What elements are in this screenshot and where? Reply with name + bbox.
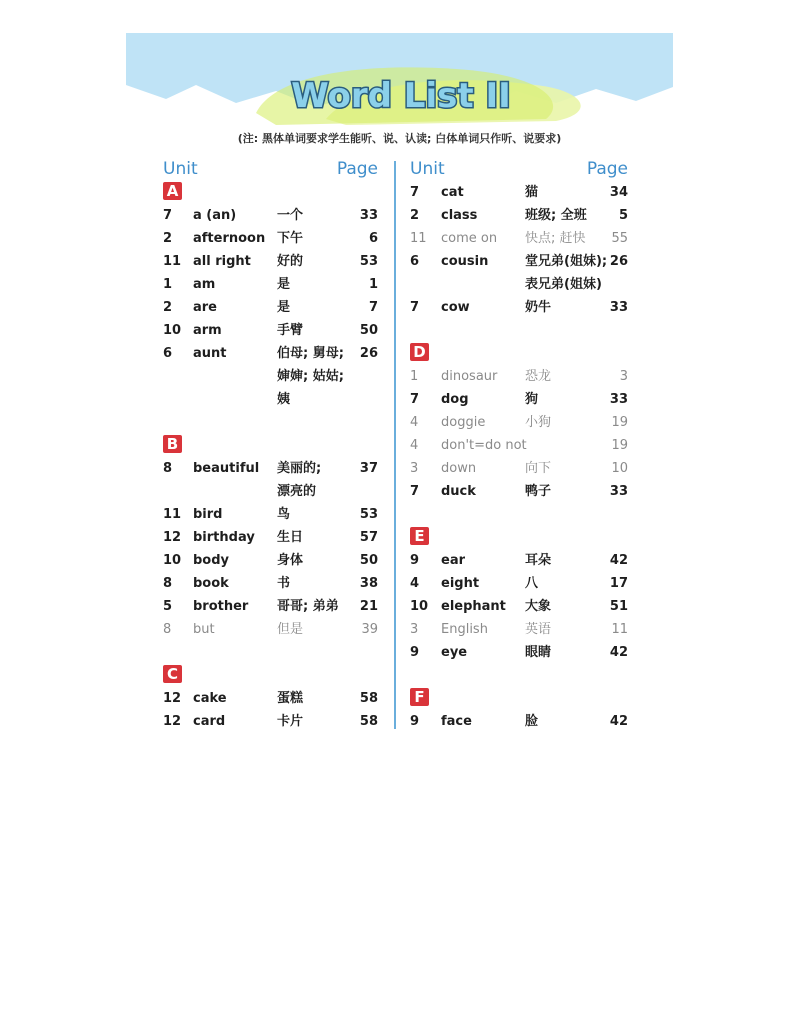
word-list-page (126, 33, 673, 735)
word-entry (163, 710, 378, 733)
word-entry (163, 204, 378, 227)
word-entry (410, 273, 628, 296)
unit-number: 2 (163, 231, 173, 246)
chinese-meaning: 伯母; 舅母; (277, 346, 344, 361)
title-graphic (256, 69, 546, 119)
page-number: 57 (359, 530, 378, 545)
chinese-meaning: 是 (277, 277, 291, 292)
english-word: down (441, 461, 477, 476)
page-number: 58 (359, 691, 378, 706)
word-entry (410, 296, 628, 319)
chinese-meaning: 鸟 (277, 507, 291, 522)
english-word: afternoon (193, 231, 266, 246)
unit-number: 6 (163, 346, 173, 361)
chinese-meaning: 眼睛 (525, 645, 552, 660)
unit-number: 7 (410, 392, 420, 407)
unit-number: 5 (163, 599, 173, 614)
word-entry (410, 250, 628, 273)
unit-header: Unit (410, 159, 445, 179)
english-word: dinosaur (441, 369, 498, 384)
english-word: elephant (441, 599, 506, 614)
unit-number: 12 (163, 691, 182, 706)
chinese-meaning: 但是 (277, 622, 304, 637)
left-column (163, 159, 378, 733)
english-word: book (193, 576, 229, 591)
word-entry (163, 526, 378, 549)
page-number: 10 (611, 461, 628, 476)
page-number: 11 (611, 622, 628, 637)
word-entry (410, 434, 628, 457)
word-entry (410, 641, 628, 664)
chinese-meaning: 是 (277, 300, 291, 315)
section-gap (410, 503, 628, 526)
unit-header: Unit (163, 159, 198, 179)
page-number: 19 (611, 415, 628, 430)
unit-number: 3 (410, 461, 419, 476)
instruction-note: (注: 黑体单词要求学生能听、说、认读; 白体单词只作听、说要求) (237, 132, 562, 145)
word-entry (163, 365, 378, 388)
section-letter-row (410, 526, 628, 549)
word-entry (410, 710, 628, 733)
word-entry (410, 480, 628, 503)
unit-number: 10 (163, 323, 182, 338)
section-letter-row (163, 664, 378, 687)
page-number: 39 (361, 622, 378, 637)
column-header (163, 159, 378, 181)
page-number: 37 (359, 461, 378, 476)
page-number: 6 (368, 231, 378, 246)
unit-number: 9 (410, 553, 420, 568)
page-number: 53 (359, 254, 378, 269)
chinese-meaning: 蛋糕 (277, 691, 304, 706)
page-number: 33 (359, 208, 378, 223)
word-entry (163, 549, 378, 572)
chinese-meaning: 鸭子 (525, 484, 552, 499)
chinese-meaning: 手臂 (277, 323, 304, 338)
section-letter-row (163, 434, 378, 457)
unit-number: 2 (410, 208, 420, 223)
page-title: Word List II (291, 76, 511, 116)
word-entry (410, 595, 628, 618)
word-entry (163, 250, 378, 273)
word-entry (410, 457, 628, 480)
chinese-meaning: 小狗 (525, 415, 552, 430)
chinese-meaning: 身体 (277, 553, 304, 568)
unit-number: 4 (410, 576, 420, 591)
chinese-meaning: 哥哥; 弟弟 (277, 599, 339, 614)
page-number: 53 (359, 507, 378, 522)
page-number: 33 (609, 392, 628, 407)
word-entry (163, 296, 378, 319)
english-word: dog (441, 392, 469, 407)
unit-number: 4 (410, 415, 419, 430)
word-entry (410, 411, 628, 434)
unit-number: 8 (163, 576, 173, 591)
word-entry (410, 365, 628, 388)
chinese-meaning: 快点; 赶快 (525, 231, 586, 246)
unit-number: 1 (410, 369, 419, 384)
unit-number: 8 (163, 622, 172, 637)
word-entry (163, 595, 378, 618)
chinese-meaning: 奶牛 (525, 300, 552, 315)
section-gap (410, 319, 628, 342)
english-word: body (193, 553, 230, 568)
page-number: 58 (359, 714, 378, 729)
english-word: birthday (193, 530, 255, 545)
english-word: all right (193, 254, 251, 269)
unit-number: 7 (410, 484, 420, 499)
english-word: are (193, 300, 218, 315)
unit-number: 12 (163, 530, 182, 545)
section-letter-row (410, 342, 628, 365)
word-entry (410, 618, 628, 641)
unit-number: 9 (410, 645, 420, 660)
word-entry (410, 204, 628, 227)
english-word: duck (441, 484, 476, 499)
page-number: 33 (609, 484, 628, 499)
word-entry (163, 503, 378, 526)
section-letter: B (163, 435, 182, 453)
word-entry (163, 319, 378, 342)
page-number: 21 (359, 599, 378, 614)
right-column (410, 159, 628, 733)
word-entry (163, 273, 378, 296)
english-word: a (an) (193, 208, 237, 223)
word-entry (163, 227, 378, 250)
chinese-meaning: 大象 (525, 599, 552, 614)
unit-number: 2 (163, 300, 173, 315)
unit-number: 12 (163, 714, 182, 729)
page-number: 42 (609, 645, 628, 660)
chinese-meaning: 下午 (277, 231, 304, 246)
section-letter: D (410, 343, 429, 361)
chinese-meaning: 美丽的; (277, 461, 322, 476)
english-word: eye (441, 645, 468, 660)
word-entry (163, 480, 378, 503)
english-word: English (441, 622, 488, 637)
english-word: cousin (441, 254, 489, 269)
word-entry (163, 457, 378, 480)
section-letter: F (410, 688, 429, 706)
unit-number: 11 (163, 507, 182, 522)
word-entry (410, 388, 628, 411)
english-word: doggie (441, 415, 486, 430)
page-header: Page (336, 159, 378, 179)
section-gap (163, 641, 378, 664)
english-word: bird (193, 507, 223, 522)
chinese-meaning: 婶婶; 姑姑; (277, 369, 344, 384)
section-gap (410, 664, 628, 687)
chinese-meaning: 班级; 全班 (525, 208, 587, 223)
chinese-meaning: 英语 (525, 622, 552, 637)
section-letter: A (163, 182, 182, 200)
english-word: eight (441, 576, 480, 591)
chinese-meaning: 生日 (277, 530, 304, 545)
word-entry (410, 227, 628, 250)
section-gap (163, 411, 378, 434)
english-word: beautiful (193, 461, 260, 476)
page-number: 1 (368, 277, 378, 292)
english-word: arm (193, 323, 222, 338)
chinese-meaning: 向下 (525, 461, 552, 476)
unit-number: 8 (163, 461, 173, 476)
column-header (410, 159, 628, 181)
unit-number: 7 (410, 185, 420, 200)
english-word: cake (193, 691, 227, 706)
unit-number: 7 (410, 300, 420, 315)
page-number: 17 (609, 576, 628, 591)
chinese-meaning: 狗 (525, 392, 539, 407)
column-divider (394, 161, 396, 729)
chinese-meaning: 脸 (525, 714, 539, 729)
section-letter-row (163, 181, 378, 204)
page-number: 50 (359, 553, 378, 568)
unit-number: 1 (163, 277, 173, 292)
page-header: Page (586, 159, 628, 179)
unit-number: 10 (410, 599, 429, 614)
english-word: am (193, 277, 216, 292)
unit-number: 11 (410, 231, 427, 246)
english-word: card (193, 714, 226, 729)
page-number: 42 (609, 553, 628, 568)
chinese-meaning: 卡片 (277, 714, 304, 729)
chinese-meaning: 堂兄弟(姐妹); (525, 254, 608, 269)
english-word: come on (441, 231, 498, 246)
word-entry (163, 342, 378, 365)
chinese-meaning: 耳朵 (525, 553, 552, 568)
page-number: 7 (368, 300, 378, 315)
unit-number: 11 (163, 254, 182, 269)
page-number: 51 (609, 599, 628, 614)
section-letter-row (410, 687, 628, 710)
english-word: cat (441, 185, 464, 200)
page-number: 55 (611, 231, 628, 246)
word-entry (410, 549, 628, 572)
section-letter: E (410, 527, 429, 545)
page-number: 19 (611, 438, 628, 453)
chinese-meaning: 姨 (277, 392, 291, 407)
page-number: 3 (619, 369, 628, 384)
chinese-meaning: 恐龙 (525, 369, 552, 384)
page-number: 38 (359, 576, 378, 591)
word-entry (163, 618, 378, 641)
word-entry (410, 181, 628, 204)
english-word: face (441, 714, 472, 729)
chinese-meaning: 好的 (277, 254, 304, 269)
chinese-meaning: 书 (277, 576, 291, 591)
english-word: aunt (193, 346, 227, 361)
page-number: 50 (359, 323, 378, 338)
page-number: 33 (609, 300, 628, 315)
page-number: 26 (359, 346, 378, 361)
english-word: but (193, 622, 215, 637)
page-number: 5 (618, 208, 628, 223)
unit-number: 7 (163, 208, 173, 223)
section-letter: C (163, 665, 182, 683)
page-number: 34 (609, 185, 628, 200)
word-entry (163, 388, 378, 411)
chinese-meaning: 漂亮的 (277, 484, 317, 499)
chinese-meaning: 猫 (525, 185, 539, 200)
chinese-meaning: 八 (525, 576, 539, 591)
unit-number: 10 (163, 553, 182, 568)
english-word: brother (193, 599, 249, 614)
english-word: class (441, 208, 478, 223)
unit-number: 3 (410, 622, 419, 637)
word-entry (410, 572, 628, 595)
chinese-meaning: 一个 (277, 208, 304, 223)
page-number: 26 (609, 254, 628, 269)
word-entry (163, 687, 378, 710)
chinese-meaning: 表兄弟(姐妹) (525, 277, 602, 292)
english-word: cow (441, 300, 470, 315)
unit-number: 6 (410, 254, 420, 269)
word-entry (163, 572, 378, 595)
page-number: 42 (609, 714, 628, 729)
english-word: ear (441, 553, 466, 568)
unit-number: 4 (410, 438, 419, 453)
unit-number: 9 (410, 714, 420, 729)
english-word: don't=do not (441, 438, 527, 453)
